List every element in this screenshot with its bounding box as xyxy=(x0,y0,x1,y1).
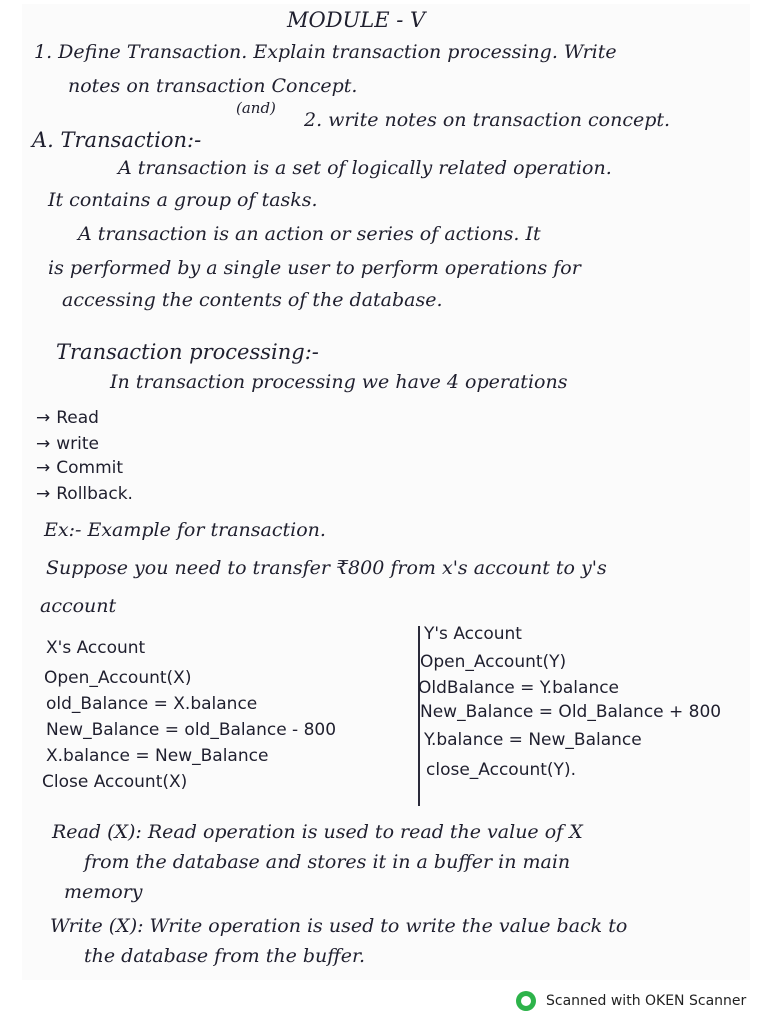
arrow-right-icon: → xyxy=(36,408,51,428)
definition-line-4: is performed by a single user to perform operations for xyxy=(48,257,581,279)
arrow-right-icon: → xyxy=(36,484,51,504)
read-definition-line-2: from the database and stores it in a buffer in main xyxy=(84,851,571,873)
and-note: (and) xyxy=(236,99,276,117)
scanner-footer xyxy=(516,990,746,1012)
y-account-step: Y.balance = New_Balance xyxy=(424,730,642,750)
arrow-right-icon: → xyxy=(36,458,51,478)
y-account-step: Open_Account(Y) xyxy=(420,652,567,672)
example-line-2: Suppose you need to transfer ₹800 from x's account to y's xyxy=(46,557,607,579)
question-2: 2. write notes on transaction concept. xyxy=(304,109,671,131)
y-account-step: OldBalance = Y.balance xyxy=(418,678,620,698)
x-account-step: old_Balance = X.balance xyxy=(46,694,258,714)
x-account-step: Close Account(X) xyxy=(42,772,188,792)
read-definition-line-1: Read (X): Read operation is used to read the value of X xyxy=(52,821,583,843)
answer-label: A. Transaction:- xyxy=(32,128,202,152)
x-account-title: X's Account xyxy=(46,638,146,658)
write-definition-line-1: Write (X): Write operation is used to write the value back to xyxy=(50,915,628,937)
definition-line-5: accessing the contents of the database. xyxy=(62,289,443,311)
processing-intro: In transaction processing we have 4 operations xyxy=(110,371,568,393)
write-definition-line-2: the database from the buffer. xyxy=(84,945,366,967)
definition-line-1: A transaction is a set of logically related operation. xyxy=(118,157,612,179)
notebook-page xyxy=(22,4,750,980)
read-definition-line-3: memory xyxy=(64,881,143,903)
processing-title: Transaction processing:- xyxy=(56,340,319,364)
scanner-label: Scanned with OKEN Scanner xyxy=(546,993,747,1009)
example-line-3: account xyxy=(40,595,117,617)
operation-commit: → Commit xyxy=(36,458,124,478)
definition-line-2: It contains a group of tasks. xyxy=(48,189,318,211)
example-line-1: Ex:- Example for transaction. xyxy=(44,519,326,541)
y-account-step: close_Account(Y). xyxy=(426,760,576,780)
oken-scanner-logo-icon xyxy=(516,991,536,1011)
definition-line-3: A transaction is an action or series of actions. It xyxy=(78,223,541,245)
x-account-step: X.balance = New_Balance xyxy=(46,746,269,766)
arrow-right-icon: → xyxy=(36,434,51,454)
x-account-step: New_Balance = old_Balance - 800 xyxy=(46,720,337,740)
question-1-line-2: notes on transaction Concept. xyxy=(68,75,358,97)
y-account-step: New_Balance = Old_Balance + 800 xyxy=(420,702,722,722)
question-1-line-1: 1. Define Transaction. Explain transaction processing. Write xyxy=(34,41,617,63)
y-account-title: Y's Account xyxy=(424,624,522,644)
operation-write: → write xyxy=(36,434,99,454)
x-account-step: Open_Account(X) xyxy=(44,668,192,688)
module-heading: MODULE - V xyxy=(287,8,426,32)
operation-read: → Read xyxy=(36,408,99,428)
operation-rollback: → Rollback. xyxy=(36,484,133,504)
